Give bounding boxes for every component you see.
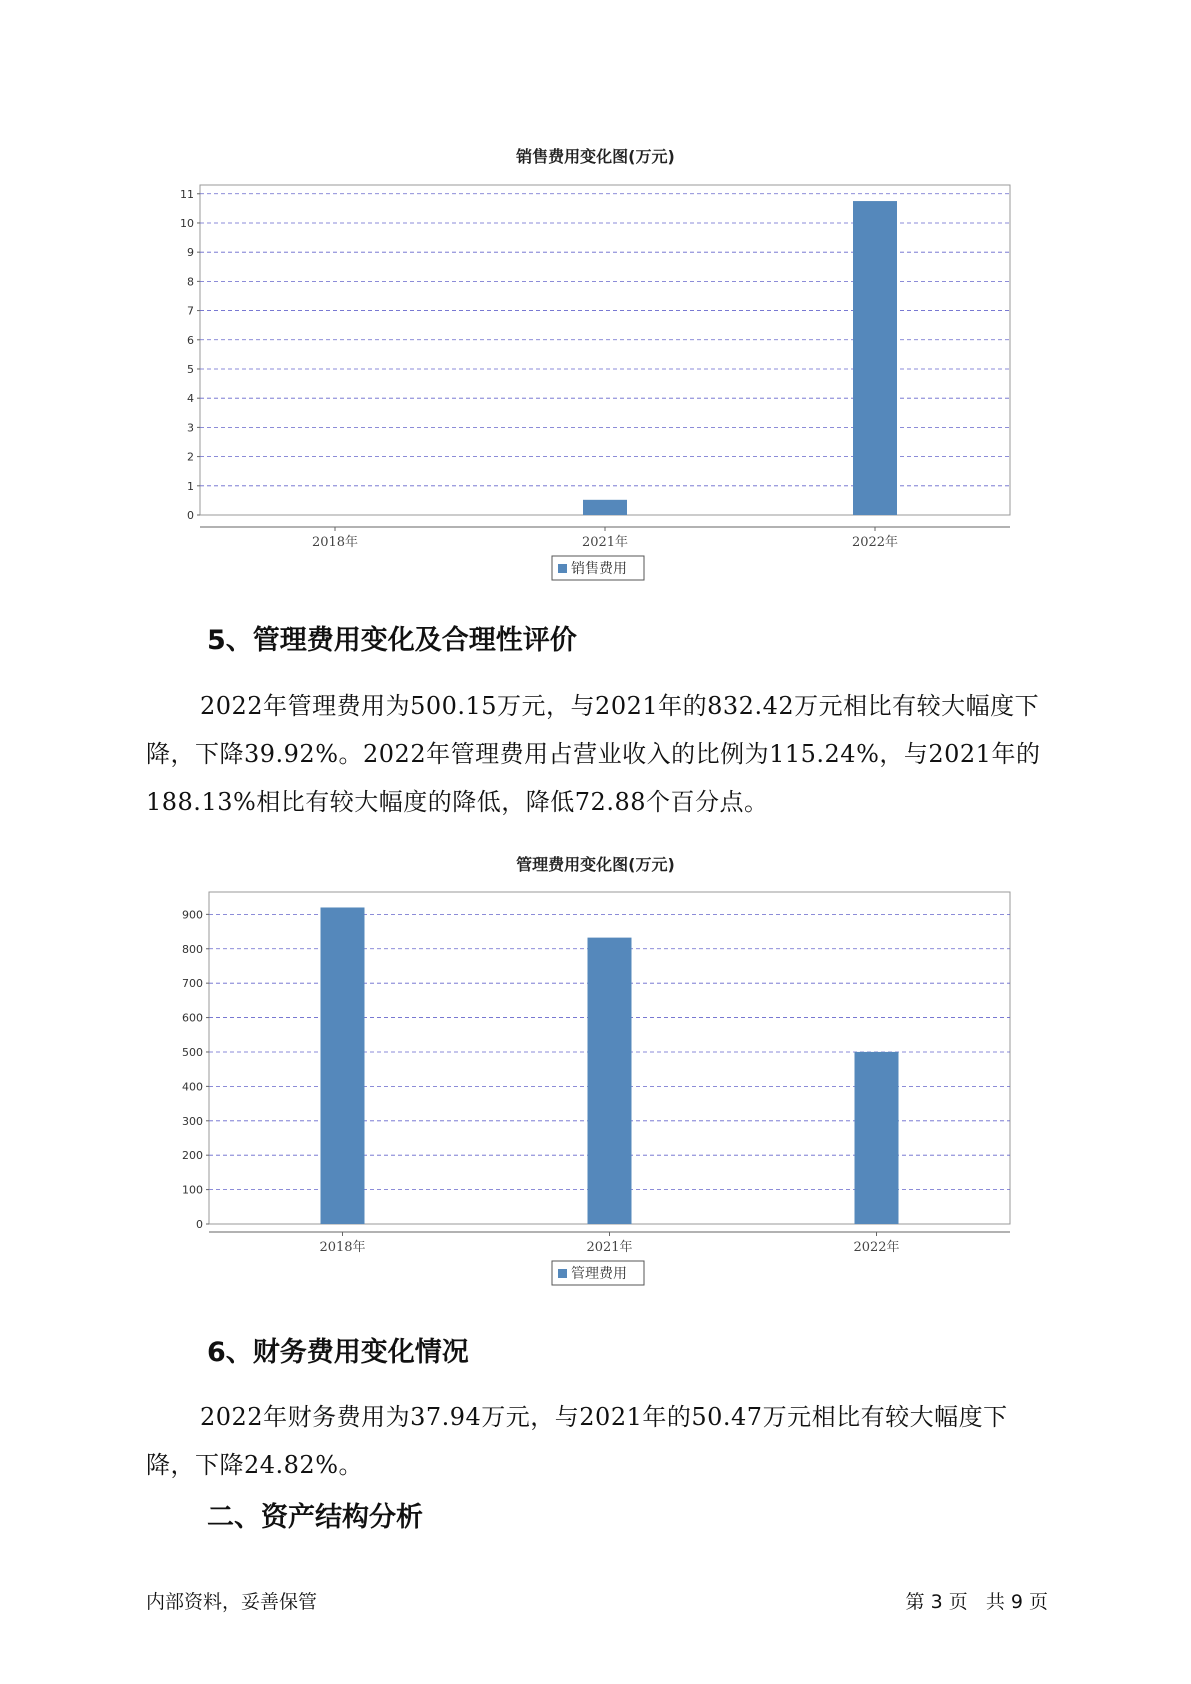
y-tick-label: 7 (187, 304, 194, 318)
bar (321, 907, 365, 1224)
y-tick-label: 300 (182, 1114, 203, 1128)
x-tick-label: 2021年 (581, 535, 629, 550)
bar (583, 500, 627, 515)
legend-label: 管理费用 (571, 1266, 627, 1282)
y-tick-label: 2 (187, 450, 194, 464)
y-tick-label: 900 (182, 908, 203, 922)
y-tick-label: 9 (187, 246, 194, 260)
x-tick-label: 2022年 (851, 535, 899, 550)
y-tick-label: 200 (182, 1149, 203, 1163)
x-tick-label: 2021年 (586, 1240, 633, 1255)
footer-confidential-note: 内部资料，妥善保管 (146, 1591, 318, 1613)
x-tick-label: 2018年 (311, 535, 359, 550)
sales-expense-chart (0, 160, 1191, 590)
legend-swatch (558, 1269, 567, 1278)
y-tick-label: 0 (187, 509, 194, 522)
section-5-paragraph: 2022年管理费用为500.15万元，与2021年的832.42万元相比有较大幅度下降，下降39.92%。2022年管理费用占营业收入的比例为115.24%，与2021年的188.13%相比有较大幅度的降低，降低72.88个百分点。 (146, 692, 1041, 816)
bar (855, 1052, 899, 1224)
admin-expense-chart-title: 管理费用变化图(万元) (516, 855, 675, 874)
section-6-paragraph: 2022年财务费用为37.94万元，与2021年的50.47万元相比有较大幅度下降，下降24.82%。 (146, 1403, 1008, 1479)
y-tick-label: 8 (187, 275, 194, 289)
section-asset-structure-heading: 二、资产结构分析 (207, 1502, 423, 1533)
y-tick-label: 800 (182, 942, 203, 956)
y-tick-label: 6 (187, 333, 194, 347)
y-tick-label: 600 (182, 1011, 203, 1025)
legend (552, 556, 644, 580)
y-tick-label: 10 (180, 216, 194, 230)
x-tick-label: 2022年 (853, 1240, 900, 1255)
y-tick-label: 4 (187, 392, 194, 406)
section-6-heading: 6、财务费用变化情况 (207, 1337, 469, 1368)
x-tick-label: 2018年 (319, 1240, 366, 1255)
bar (588, 938, 632, 1224)
bar (853, 201, 897, 515)
y-tick-label: 0 (196, 1218, 203, 1231)
y-tick-label: 5 (187, 362, 194, 376)
y-tick-label: 700 (182, 977, 203, 991)
y-tick-label: 100 (182, 1183, 203, 1197)
legend-swatch (558, 564, 567, 573)
y-tick-label: 400 (182, 1080, 203, 1094)
y-tick-label: 3 (187, 421, 194, 435)
sales-expense-chart-title: 销售费用变化图(万元) (516, 147, 675, 166)
y-tick-label: 1 (187, 479, 194, 493)
y-tick-label: 11 (180, 187, 194, 201)
admin-expense-chart (0, 868, 1191, 1308)
footer-page-number: 第 3 页 共 9 页 (905, 1591, 1048, 1613)
y-tick-label: 500 (182, 1045, 203, 1059)
legend-label: 销售费用 (571, 561, 627, 577)
section-5-heading: 5、管理费用变化及合理性评价 (207, 625, 577, 656)
legend (552, 1261, 644, 1285)
